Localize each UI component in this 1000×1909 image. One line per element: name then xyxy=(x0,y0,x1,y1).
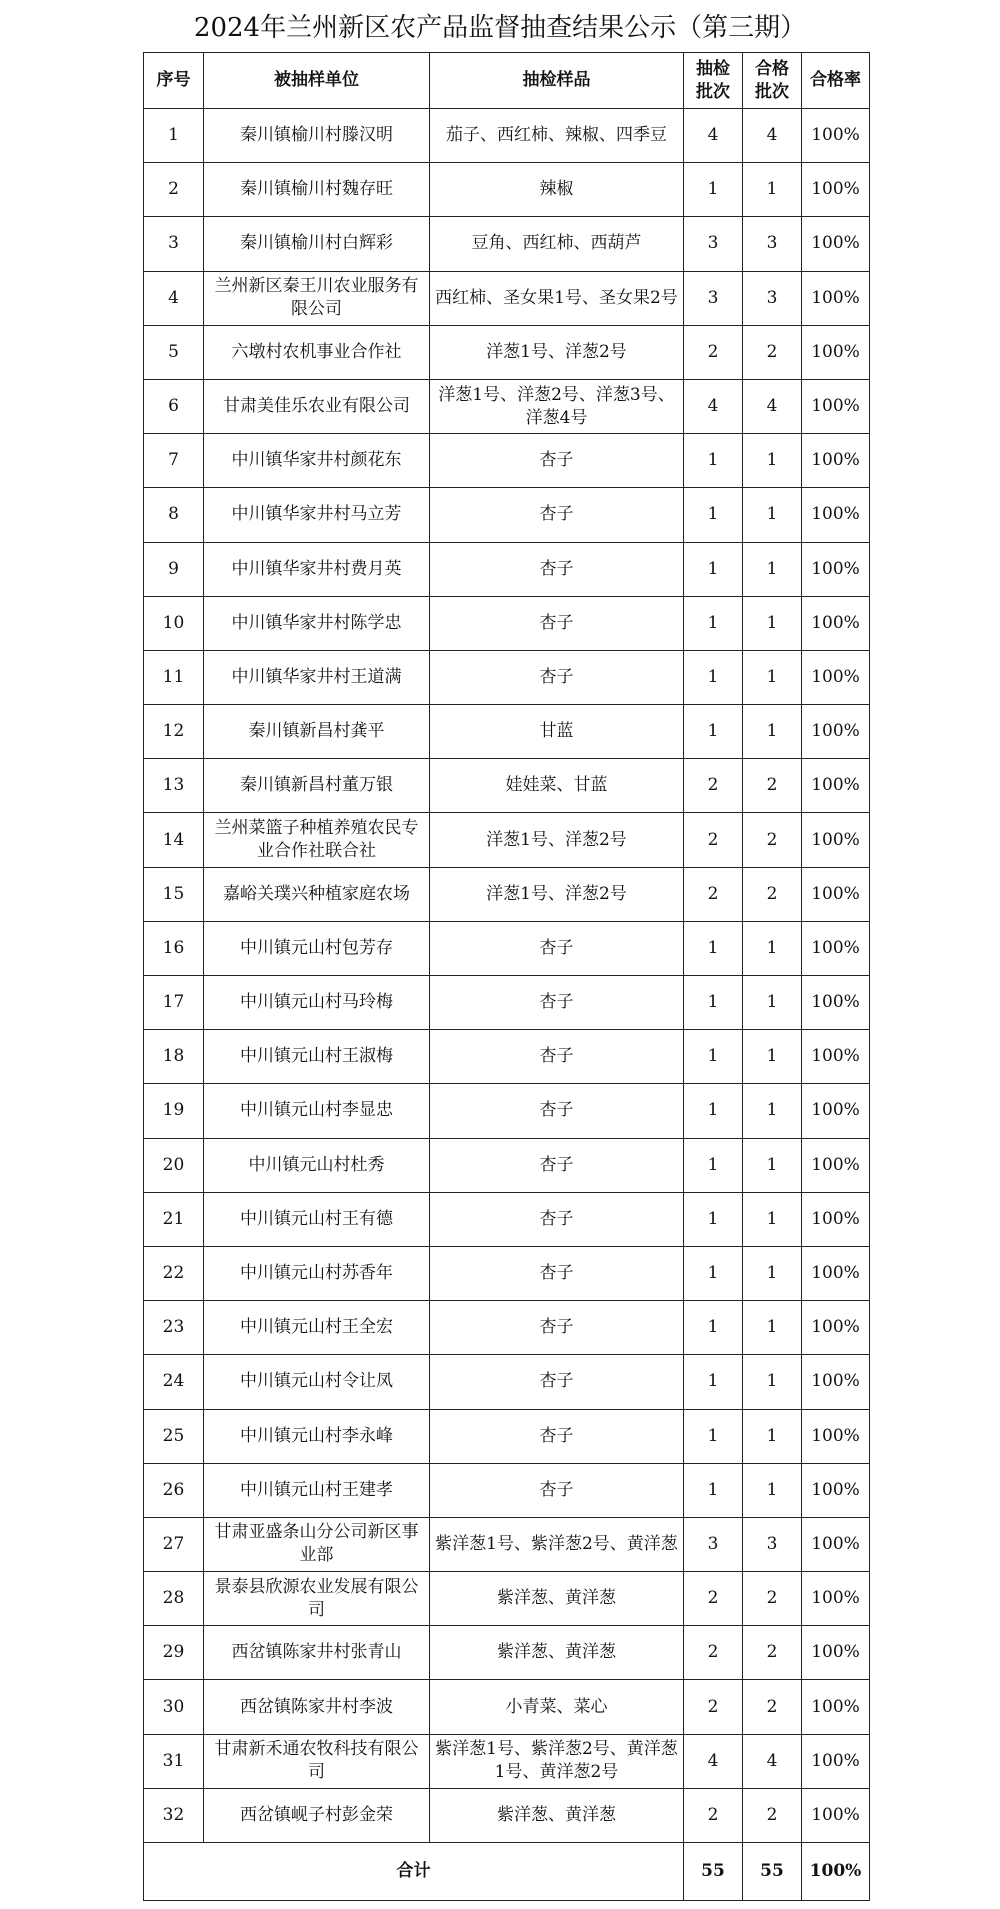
table-row xyxy=(144,163,870,217)
table-row xyxy=(144,759,870,813)
header-rate: 合格率 xyxy=(802,53,870,109)
table-row xyxy=(144,1246,870,1300)
cell-passed: 1 xyxy=(743,1084,802,1138)
cell-index: 22 xyxy=(144,1246,204,1300)
cell-samples: 杏子 xyxy=(430,1192,684,1246)
cell-batches: 2 xyxy=(684,759,743,813)
cell-unit: 中川镇华家井村费月英 xyxy=(204,542,430,596)
cell-unit: 秦川镇新昌村龚平 xyxy=(204,705,430,759)
cell-batches: 2 xyxy=(684,1680,743,1734)
cell-unit: 甘肃美佳乐农业有限公司 xyxy=(204,379,430,433)
cell-rate: 100% xyxy=(802,542,870,596)
cell-samples: 小青菜、菜心 xyxy=(430,1680,684,1734)
cell-index: 13 xyxy=(144,759,204,813)
cell-unit: 秦川镇榆川村白辉彩 xyxy=(204,217,430,271)
cell-unit: 中川镇元山村王淑梅 xyxy=(204,1030,430,1084)
cell-unit: 中川镇元山村令让凤 xyxy=(204,1355,430,1409)
cell-rate: 100% xyxy=(802,867,870,921)
cell-index: 28 xyxy=(144,1572,204,1626)
cell-batches: 3 xyxy=(684,1517,743,1571)
cell-index: 5 xyxy=(144,325,204,379)
table-row xyxy=(144,1138,870,1192)
cell-samples: 洋葱1号、洋葱2号、洋葱3号、洋葱4号 xyxy=(430,379,684,433)
cell-index: 26 xyxy=(144,1463,204,1517)
cell-passed: 3 xyxy=(743,271,802,325)
total-row xyxy=(144,1843,870,1901)
cell-batches: 2 xyxy=(684,325,743,379)
cell-unit: 西岔镇陈家井村李波 xyxy=(204,1680,430,1734)
cell-samples: 杏子 xyxy=(430,650,684,704)
cell-unit: 秦川镇榆川村魏存旺 xyxy=(204,163,430,217)
cell-samples: 娃娃菜、甘蓝 xyxy=(430,759,684,813)
cell-batches: 1 xyxy=(684,1030,743,1084)
cell-batches: 2 xyxy=(684,1572,743,1626)
cell-passed: 1 xyxy=(743,1030,802,1084)
cell-samples: 杏子 xyxy=(430,1301,684,1355)
cell-rate: 100% xyxy=(802,1734,870,1788)
cell-index: 11 xyxy=(144,650,204,704)
cell-unit: 秦川镇新昌村董万银 xyxy=(204,759,430,813)
cell-samples: 紫洋葱1号、紫洋葱2号、黄洋葱 xyxy=(430,1517,684,1571)
cell-rate: 100% xyxy=(802,1355,870,1409)
cell-passed: 1 xyxy=(743,1355,802,1409)
cell-samples: 西红柿、圣女果1号、圣女果2号 xyxy=(430,271,684,325)
cell-index: 25 xyxy=(144,1409,204,1463)
table-row xyxy=(144,379,870,433)
cell-unit: 景泰县欣源农业发展有限公司 xyxy=(204,1572,430,1626)
cell-batches: 1 xyxy=(684,596,743,650)
cell-batches: 1 xyxy=(684,434,743,488)
cell-index: 16 xyxy=(144,921,204,975)
table-row xyxy=(144,1409,870,1463)
cell-rate: 100% xyxy=(802,1463,870,1517)
cell-passed: 2 xyxy=(743,813,802,867)
cell-rate: 100% xyxy=(802,163,870,217)
cell-batches: 2 xyxy=(684,867,743,921)
cell-passed: 1 xyxy=(743,1301,802,1355)
header-index: 序号 xyxy=(144,53,204,109)
cell-passed: 1 xyxy=(743,1138,802,1192)
cell-unit: 中川镇元山村苏香年 xyxy=(204,1246,430,1300)
table-row xyxy=(144,217,870,271)
cell-unit: 中川镇华家井村颜花东 xyxy=(204,434,430,488)
table-row xyxy=(144,813,870,867)
cell-batches: 1 xyxy=(684,488,743,542)
cell-passed: 1 xyxy=(743,1409,802,1463)
total-rate: 100% xyxy=(802,1843,870,1901)
cell-passed: 1 xyxy=(743,542,802,596)
cell-batches: 1 xyxy=(684,1192,743,1246)
cell-index: 27 xyxy=(144,1517,204,1571)
table-row xyxy=(144,1517,870,1571)
cell-passed: 3 xyxy=(743,217,802,271)
table-row xyxy=(144,325,870,379)
cell-batches: 1 xyxy=(684,1409,743,1463)
header-unit: 被抽样单位 xyxy=(204,53,430,109)
cell-unit: 甘肃亚盛条山分公司新区事业部 xyxy=(204,1517,430,1571)
cell-rate: 100% xyxy=(802,1788,870,1842)
total-batches: 55 xyxy=(684,1843,743,1901)
cell-samples: 杏子 xyxy=(430,1246,684,1300)
cell-rate: 100% xyxy=(802,1409,870,1463)
cell-passed: 1 xyxy=(743,1192,802,1246)
cell-batches: 3 xyxy=(684,217,743,271)
cell-samples: 甘蓝 xyxy=(430,705,684,759)
cell-passed: 1 xyxy=(743,596,802,650)
cell-rate: 100% xyxy=(802,1626,870,1680)
cell-batches: 1 xyxy=(684,1463,743,1517)
cell-rate: 100% xyxy=(802,759,870,813)
cell-unit: 中川镇元山村包芳存 xyxy=(204,921,430,975)
cell-unit: 兰州新区秦王川农业服务有限公司 xyxy=(204,271,430,325)
header-passed: 合格批次 xyxy=(743,53,802,109)
cell-batches: 4 xyxy=(684,109,743,163)
cell-rate: 100% xyxy=(802,109,870,163)
cell-index: 30 xyxy=(144,1680,204,1734)
cell-samples: 杏子 xyxy=(430,1409,684,1463)
cell-rate: 100% xyxy=(802,1301,870,1355)
page-title: 2024年兰州新区农产品监督抽查结果公示（第三期） xyxy=(193,13,807,43)
cell-index: 31 xyxy=(144,1734,204,1788)
table-row xyxy=(144,109,870,163)
cell-batches: 1 xyxy=(684,542,743,596)
table-row xyxy=(144,488,870,542)
table-row xyxy=(144,1463,870,1517)
cell-rate: 100% xyxy=(802,705,870,759)
cell-samples: 杏子 xyxy=(430,1138,684,1192)
cell-index: 3 xyxy=(144,217,204,271)
cell-index: 1 xyxy=(144,109,204,163)
cell-batches: 4 xyxy=(684,379,743,433)
table-row xyxy=(144,650,870,704)
cell-rate: 100% xyxy=(802,921,870,975)
table-row xyxy=(144,1192,870,1246)
table-row xyxy=(144,1680,870,1734)
cell-samples: 杏子 xyxy=(430,921,684,975)
cell-unit: 中川镇华家井村马立芳 xyxy=(204,488,430,542)
table-row xyxy=(144,921,870,975)
cell-batches: 1 xyxy=(684,1355,743,1409)
cell-index: 19 xyxy=(144,1084,204,1138)
cell-unit: 秦川镇榆川村滕汉明 xyxy=(204,109,430,163)
cell-samples: 辣椒 xyxy=(430,163,684,217)
cell-passed: 4 xyxy=(743,1734,802,1788)
table-row xyxy=(144,867,870,921)
table-row xyxy=(144,1084,870,1138)
cell-passed: 1 xyxy=(743,650,802,704)
cell-index: 4 xyxy=(144,271,204,325)
cell-rate: 100% xyxy=(802,1138,870,1192)
table-row xyxy=(144,1572,870,1626)
cell-batches: 1 xyxy=(684,163,743,217)
cell-index: 29 xyxy=(144,1626,204,1680)
table-header-row xyxy=(144,53,870,109)
table-row xyxy=(144,434,870,488)
cell-rate: 100% xyxy=(802,325,870,379)
cell-passed: 2 xyxy=(743,1626,802,1680)
cell-passed: 1 xyxy=(743,921,802,975)
total-label: 合计 xyxy=(144,1843,684,1901)
cell-unit: 中川镇元山村王建孝 xyxy=(204,1463,430,1517)
cell-unit: 中川镇元山村马玲梅 xyxy=(204,976,430,1030)
cell-batches: 3 xyxy=(684,271,743,325)
header-samples: 抽检样品 xyxy=(430,53,684,109)
cell-passed: 2 xyxy=(743,1572,802,1626)
cell-batches: 1 xyxy=(684,976,743,1030)
cell-index: 9 xyxy=(144,542,204,596)
cell-rate: 100% xyxy=(802,1680,870,1734)
cell-batches: 2 xyxy=(684,813,743,867)
cell-samples: 豆角、西红柿、西葫芦 xyxy=(430,217,684,271)
cell-passed: 1 xyxy=(743,1246,802,1300)
cell-unit: 中川镇元山村王全宏 xyxy=(204,1301,430,1355)
cell-unit: 兰州菜篮子种植养殖农民专业合作社联合社 xyxy=(204,813,430,867)
results-table xyxy=(143,52,870,1901)
table-row xyxy=(144,705,870,759)
cell-rate: 100% xyxy=(802,1246,870,1300)
cell-passed: 1 xyxy=(743,163,802,217)
cell-batches: 2 xyxy=(684,1788,743,1842)
cell-samples: 紫洋葱1号、紫洋葱2号、黄洋葱1号、黄洋葱2号 xyxy=(430,1734,684,1788)
table-row xyxy=(144,596,870,650)
cell-rate: 100% xyxy=(802,271,870,325)
cell-index: 14 xyxy=(144,813,204,867)
cell-samples: 茄子、西红柿、辣椒、四季豆 xyxy=(430,109,684,163)
table-row xyxy=(144,1734,870,1788)
cell-passed: 2 xyxy=(743,1788,802,1842)
cell-passed: 2 xyxy=(743,1680,802,1734)
cell-unit: 中川镇元山村王有德 xyxy=(204,1192,430,1246)
cell-samples: 洋葱1号、洋葱2号 xyxy=(430,325,684,379)
cell-batches: 1 xyxy=(684,1084,743,1138)
table-row xyxy=(144,1355,870,1409)
cell-index: 20 xyxy=(144,1138,204,1192)
cell-passed: 1 xyxy=(743,705,802,759)
cell-batches: 1 xyxy=(684,705,743,759)
cell-rate: 100% xyxy=(802,596,870,650)
cell-samples: 杏子 xyxy=(430,1463,684,1517)
cell-index: 7 xyxy=(144,434,204,488)
cell-index: 6 xyxy=(144,379,204,433)
table-row xyxy=(144,542,870,596)
cell-passed: 2 xyxy=(743,759,802,813)
cell-index: 24 xyxy=(144,1355,204,1409)
cell-rate: 100% xyxy=(802,976,870,1030)
cell-passed: 3 xyxy=(743,1517,802,1571)
cell-batches: 2 xyxy=(684,1626,743,1680)
cell-samples: 紫洋葱、黄洋葱 xyxy=(430,1572,684,1626)
cell-index: 8 xyxy=(144,488,204,542)
cell-passed: 2 xyxy=(743,867,802,921)
cell-unit: 中川镇元山村李永峰 xyxy=(204,1409,430,1463)
cell-unit: 西岔镇陈家井村张青山 xyxy=(204,1626,430,1680)
cell-samples: 杏子 xyxy=(430,434,684,488)
cell-batches: 1 xyxy=(684,1246,743,1300)
cell-rate: 100% xyxy=(802,488,870,542)
cell-passed: 4 xyxy=(743,379,802,433)
cell-index: 17 xyxy=(144,976,204,1030)
cell-rate: 100% xyxy=(802,813,870,867)
cell-index: 32 xyxy=(144,1788,204,1842)
cell-index: 10 xyxy=(144,596,204,650)
table-row xyxy=(144,1626,870,1680)
cell-batches: 1 xyxy=(684,921,743,975)
cell-rate: 100% xyxy=(802,1084,870,1138)
cell-unit: 中川镇元山村杜秀 xyxy=(204,1138,430,1192)
cell-samples: 紫洋葱、黄洋葱 xyxy=(430,1626,684,1680)
cell-batches: 1 xyxy=(684,1138,743,1192)
total-passed: 55 xyxy=(743,1843,802,1901)
cell-unit: 西岔镇岘子村彭金荣 xyxy=(204,1788,430,1842)
cell-batches: 1 xyxy=(684,650,743,704)
cell-passed: 1 xyxy=(743,488,802,542)
cell-batches: 1 xyxy=(684,1301,743,1355)
cell-samples: 杏子 xyxy=(430,542,684,596)
cell-samples: 杏子 xyxy=(430,596,684,650)
cell-index: 2 xyxy=(144,163,204,217)
table-row xyxy=(144,1788,870,1842)
cell-unit: 甘肃新禾通农牧科技有限公司 xyxy=(204,1734,430,1788)
table-body xyxy=(144,109,870,1843)
cell-samples: 杏子 xyxy=(430,1030,684,1084)
cell-unit: 嘉峪关璞兴种植家庭农场 xyxy=(204,867,430,921)
cell-samples: 洋葱1号、洋葱2号 xyxy=(430,867,684,921)
cell-index: 23 xyxy=(144,1301,204,1355)
cell-unit: 六墩村农机事业合作社 xyxy=(204,325,430,379)
cell-index: 21 xyxy=(144,1192,204,1246)
cell-rate: 100% xyxy=(802,1517,870,1571)
cell-index: 18 xyxy=(144,1030,204,1084)
cell-passed: 1 xyxy=(743,1463,802,1517)
table-row xyxy=(144,1301,870,1355)
cell-rate: 100% xyxy=(802,379,870,433)
header-batches: 抽检批次 xyxy=(684,53,743,109)
cell-index: 15 xyxy=(144,867,204,921)
table-row xyxy=(144,271,870,325)
cell-passed: 1 xyxy=(743,976,802,1030)
cell-rate: 100% xyxy=(802,1572,870,1626)
cell-rate: 100% xyxy=(802,434,870,488)
cell-unit: 中川镇华家井村陈学忠 xyxy=(204,596,430,650)
cell-passed: 4 xyxy=(743,109,802,163)
cell-rate: 100% xyxy=(802,650,870,704)
table-row xyxy=(144,976,870,1030)
cell-samples: 杏子 xyxy=(430,1355,684,1409)
cell-index: 12 xyxy=(144,705,204,759)
cell-samples: 杏子 xyxy=(430,488,684,542)
cell-unit: 中川镇华家井村王道满 xyxy=(204,650,430,704)
cell-samples: 杏子 xyxy=(430,1084,684,1138)
table-row xyxy=(144,1030,870,1084)
cell-samples: 杏子 xyxy=(430,976,684,1030)
cell-rate: 100% xyxy=(802,1030,870,1084)
cell-samples: 紫洋葱、黄洋葱 xyxy=(430,1788,684,1842)
cell-passed: 2 xyxy=(743,325,802,379)
cell-batches: 4 xyxy=(684,1734,743,1788)
cell-passed: 1 xyxy=(743,434,802,488)
cell-rate: 100% xyxy=(802,1192,870,1246)
cell-unit: 中川镇元山村李显忠 xyxy=(204,1084,430,1138)
cell-rate: 100% xyxy=(802,217,870,271)
cell-samples: 洋葱1号、洋葱2号 xyxy=(430,813,684,867)
